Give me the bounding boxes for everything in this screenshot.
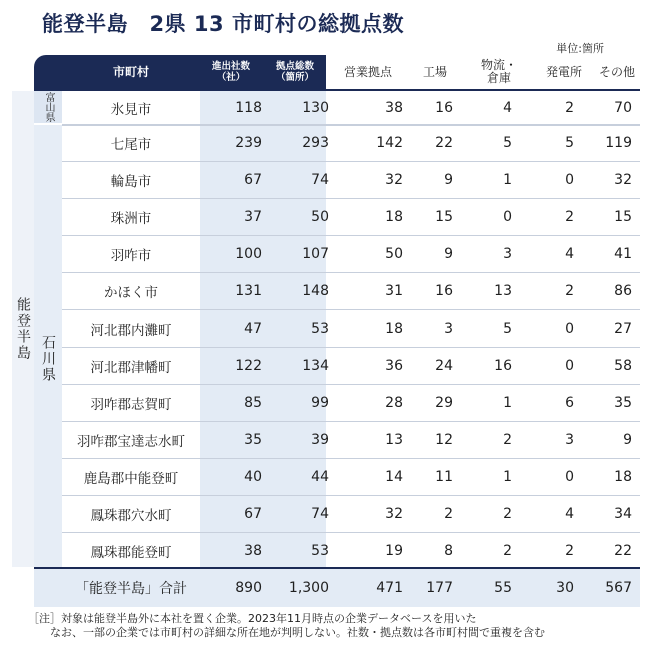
prefecture-ishikawa (34, 125, 62, 567)
value-cell: 19 (385, 543, 403, 560)
data-table (12, 55, 640, 615)
prefecture-ishikawa-text: 石川県 (40, 335, 56, 383)
header-companies-line1: 進出社数 (211, 61, 250, 72)
value-cell: 118 (235, 99, 262, 116)
table-row (62, 348, 640, 385)
value-cell: 50 (385, 246, 403, 263)
value-cell: 35 (244, 431, 262, 448)
total-value: 1,300 (288, 580, 329, 596)
city-name: 七尾市 (110, 137, 152, 153)
value-cell: 15 (435, 209, 453, 226)
value-cell: 1 (503, 394, 512, 411)
table-row (62, 385, 640, 422)
value-cell: 67 (244, 172, 262, 189)
value-cell: 16 (494, 357, 512, 374)
value-cell: 5 (503, 320, 512, 337)
value-cell: 12 (435, 431, 453, 448)
value-cell: 32 (385, 506, 403, 522)
header-bases-line2: （箇所） (275, 72, 314, 83)
value-cell: 18 (385, 320, 403, 337)
table-row (62, 311, 640, 348)
value-cell: 37 (244, 209, 262, 226)
value-cell: 1 (503, 172, 512, 189)
table-row (62, 236, 640, 273)
city-name: 羽咋郡宝達志水町 (77, 433, 185, 450)
header-sales: 営業拠点 (343, 64, 392, 79)
value-cell: 39 (311, 431, 329, 448)
value-cell: 74 (311, 172, 329, 189)
header-other: その他 (598, 64, 635, 79)
value-cell: 16 (435, 99, 453, 116)
value-cell: 5 (565, 135, 574, 151)
table-row (62, 533, 640, 570)
city-name: 鳳珠郡能登町 (90, 545, 172, 562)
city-name: 氷見市 (110, 101, 152, 118)
value-cell: 0 (565, 468, 574, 485)
value-cell: 2 (565, 543, 574, 560)
unit-label: 単位:箇所 (556, 42, 604, 55)
header-bases-line1: 拠点総数 (275, 61, 314, 72)
value-cell: 38 (385, 99, 403, 116)
city-name: 鹿島郡中能登町 (83, 470, 179, 487)
table-row (62, 91, 640, 126)
value-cell: 32 (385, 172, 403, 189)
city-name: 珠洲市 (110, 211, 152, 228)
value-cell: 22 (435, 135, 453, 151)
footnote-line2: なお、一部の企業では市町村の詳細な所在地が判明しない。社数・拠点数は各市町村間で重複を含む (28, 626, 545, 639)
value-cell: 3 (503, 246, 512, 263)
value-cell: 15 (614, 209, 632, 226)
value-cell: 2 (565, 99, 574, 116)
value-cell: 100 (235, 246, 262, 263)
value-cell: 4 (565, 246, 574, 263)
value-cell: 99 (311, 394, 329, 411)
header-logistics-line2: 倉庫 (486, 71, 511, 85)
value-cell: 16 (435, 283, 453, 300)
city-name: 羽咋市 (110, 248, 152, 265)
value-cell: 13 (494, 283, 512, 300)
value-cell: 0 (565, 172, 574, 189)
value-cell: 31 (385, 283, 403, 300)
header-logistics-line1: 物流・ (480, 58, 517, 72)
value-cell: 9 (444, 246, 453, 263)
value-cell: 35 (614, 394, 632, 411)
value-cell: 2 (503, 506, 512, 522)
value-cell: 2 (503, 431, 512, 448)
header-companies (200, 55, 262, 89)
value-cell: 67 (244, 506, 262, 522)
table-row (62, 125, 640, 162)
value-cell: 13 (385, 431, 403, 448)
total-value: 30 (556, 580, 574, 596)
value-cell: 27 (614, 320, 632, 337)
value-cell: 5 (503, 135, 512, 151)
table-row (62, 162, 640, 199)
value-cell: 2 (565, 283, 574, 300)
value-cell: 58 (614, 357, 632, 374)
value-cell: 3 (565, 431, 574, 448)
value-cell: 34 (614, 506, 632, 522)
total-row (34, 569, 640, 607)
value-cell: 40 (244, 468, 262, 485)
value-cell: 0 (503, 209, 512, 226)
value-cell: 293 (302, 135, 329, 151)
value-cell: 32 (614, 172, 632, 189)
header-factory: 工場 (422, 64, 447, 79)
value-cell: 18 (614, 468, 632, 485)
total-value: 55 (494, 580, 512, 596)
region-label (12, 91, 34, 567)
value-cell: 2 (565, 209, 574, 226)
value-cell: 130 (302, 99, 329, 116)
value-cell: 29 (435, 394, 453, 411)
value-cell: 44 (311, 468, 329, 485)
total-value: 567 (605, 580, 632, 596)
value-cell: 53 (311, 543, 329, 560)
value-cell: 8 (444, 543, 453, 560)
value-cell: 18 (385, 209, 403, 226)
table-row (62, 422, 640, 459)
header-logistics (464, 55, 534, 89)
value-cell: 107 (302, 246, 329, 263)
table-row (62, 273, 640, 310)
table-header (34, 55, 640, 89)
header-power: 発電所 (545, 64, 582, 79)
value-cell: 134 (302, 357, 329, 374)
value-cell: 41 (614, 246, 632, 263)
total-value: 471 (376, 580, 403, 596)
value-cell: 2 (444, 506, 453, 522)
value-cell: 47 (244, 320, 262, 337)
value-cell: 86 (614, 283, 632, 300)
footnote (28, 612, 545, 640)
value-cell: 6 (565, 394, 574, 411)
value-cell: 0 (565, 357, 574, 374)
prefecture-toyama (34, 91, 62, 123)
city-name: 羽咋郡志賀町 (90, 396, 172, 413)
value-cell: 9 (623, 431, 632, 448)
value-cell: 142 (376, 135, 403, 151)
value-cell: 4 (503, 99, 512, 116)
value-cell: 50 (311, 209, 329, 226)
header-bases (264, 55, 326, 89)
page-title: 能登半島 2県 13 市町村の総拠点数 (42, 12, 404, 36)
value-cell: 53 (311, 320, 329, 337)
total-value: 177 (426, 580, 453, 596)
city-name: 河北郡内灘町 (90, 322, 172, 339)
total-label: 「能登半島」合計 (75, 581, 187, 597)
footnote-line1: ［注］対象は能登半島外に本社を置く企業。2023年11月時点の企業データベースを用いた (28, 612, 477, 625)
city-name: 鳳珠郡穴水町 (90, 508, 172, 524)
city-name: 輪島市 (110, 174, 152, 191)
header-companies-line2: （社） (216, 72, 246, 83)
value-cell: 148 (302, 283, 329, 300)
value-cell: 38 (244, 543, 262, 560)
value-cell: 70 (614, 99, 632, 116)
value-cell: 28 (385, 394, 403, 411)
header-city: 市町村 (112, 64, 149, 79)
value-cell: 85 (244, 394, 262, 411)
value-cell: 0 (565, 320, 574, 337)
value-cell: 22 (614, 543, 632, 560)
value-cell: 3 (444, 320, 453, 337)
value-cell: 119 (605, 135, 632, 151)
value-cell: 36 (385, 357, 403, 374)
table-row (62, 459, 640, 496)
value-cell: 122 (235, 357, 262, 374)
city-name: かほく市 (104, 285, 158, 302)
value-cell: 24 (435, 357, 453, 374)
region-label-text: 能登半島 (15, 297, 31, 361)
city-name: 河北郡津幡町 (90, 359, 172, 376)
table-row (62, 496, 640, 533)
value-cell: 2 (503, 543, 512, 560)
value-cell: 11 (435, 468, 453, 485)
value-cell: 1 (503, 468, 512, 485)
value-cell: 9 (444, 172, 453, 189)
prefecture-toyama-text: 富山県 (43, 92, 54, 122)
value-cell: 239 (235, 135, 262, 151)
value-cell: 4 (565, 506, 574, 522)
total-value: 890 (235, 580, 262, 596)
value-cell: 131 (235, 283, 262, 300)
value-cell: 74 (311, 506, 329, 522)
value-cell: 14 (385, 468, 403, 485)
table-row (62, 199, 640, 236)
